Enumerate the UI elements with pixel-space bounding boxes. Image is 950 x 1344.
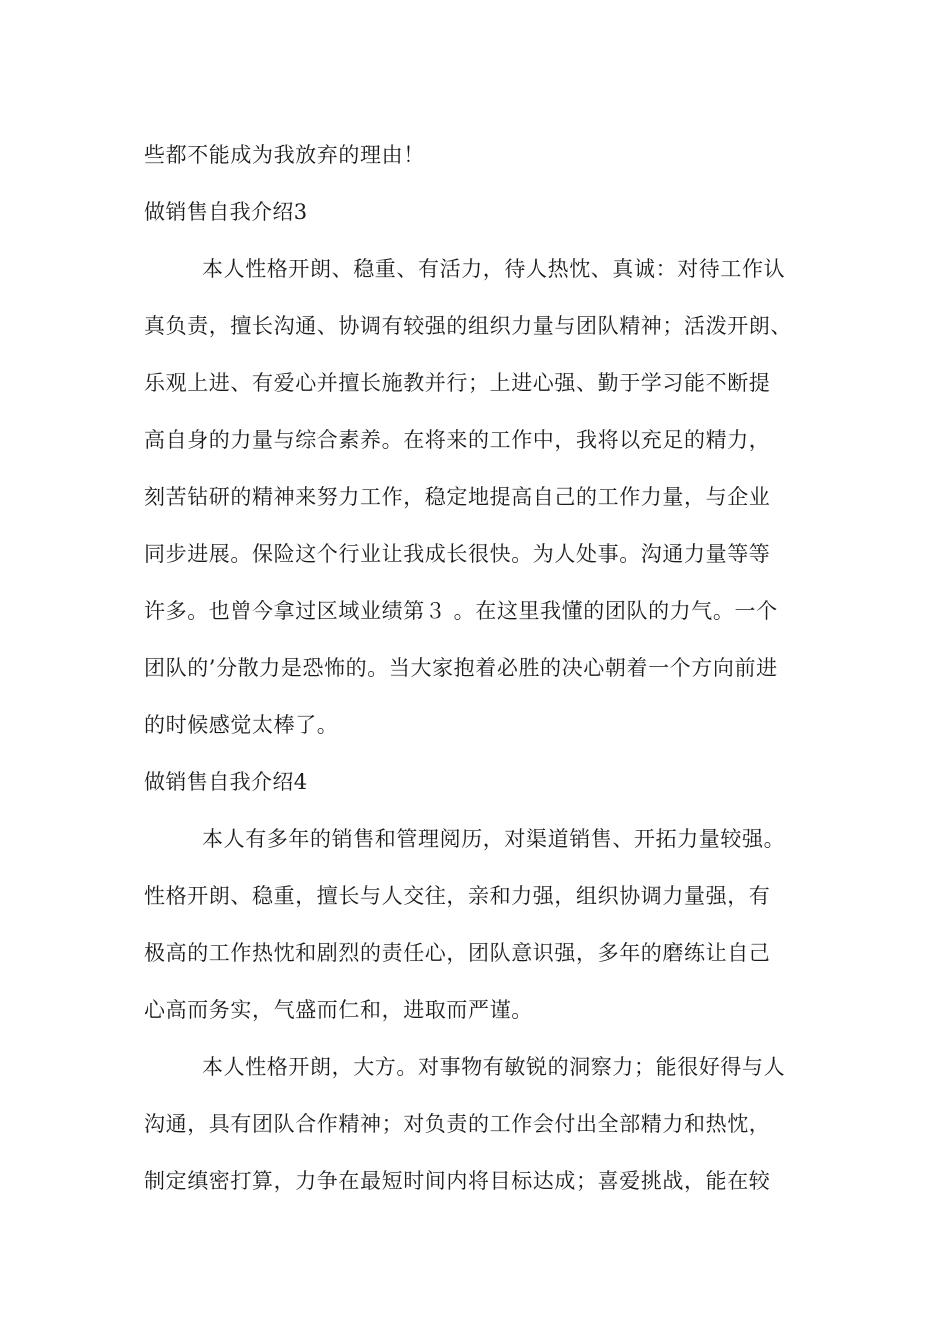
paragraph-line: 制定缜密打算，力争在最短时间内将目标达成；喜爱挑战，能在较 [144,1169,771,1193]
paragraph-line: 本人性格开朗、稳重、有活力，待人热忱、真诚：对待工作认 [202,257,786,281]
paragraph-line: 极高的工作热忱和剧烈的责任心，团队意识强，多年的磨练让自己 [144,941,771,965]
paragraph-line: 同步进展。保险这个行业让我成长很快。为人处事。沟通力量等等 [144,542,771,566]
paragraph-line: 许多。也曾今拿过区域业绩第３ 。在这里我懂的团队的力气。一个 [144,599,778,623]
paragraph-line: 些都不能成为我放弃的理由！ [144,143,425,167]
section-heading-3: 做销售自我介绍3 [144,200,308,224]
document-body [144,127,824,1210]
paragraph-line: 的时候感觉太棒了。 [144,713,339,737]
paragraph-line: 性格开朗、稳重，擅长与人交往，亲和力强，组织协调力量强，有 [144,884,771,908]
paragraph-line: 团队的’分散力是恐怖的。当大家抱着必胜的决心朝着一个方向前进 [144,656,778,680]
paragraph-line: 心高而务实，气盛而仁和，进取而严谨。 [144,998,533,1022]
paragraph-line: 乐观上进、有爱心并擅长施教并行；上进心强、勤于学习能不断提 [144,371,771,395]
paragraph-line: 本人有多年的销售和管理阅历，对渠道销售、开拓力量较强。 [202,827,786,851]
paragraph-line: 高自身的力量与综合素养。在将来的工作中，我将以充足的精力， [144,428,771,452]
paragraph-line: 刻苦钻研的精神来努力工作，稳定地提高自己的工作力量，与企业 [144,485,771,509]
paragraph-line: 真负责，擅长沟通、协调有较强的组织力量与团队精神；活泼开朗、 [144,314,792,338]
paragraph-line: 本人性格开朗，大方。对事物有敏锐的洞察力；能很好得与人 [202,1055,786,1079]
section-heading-4: 做销售自我介绍4 [144,770,308,794]
paragraph-line: 沟通，具有团队合作精神；对负责的工作会付出全部精力和热忱， [144,1112,771,1136]
